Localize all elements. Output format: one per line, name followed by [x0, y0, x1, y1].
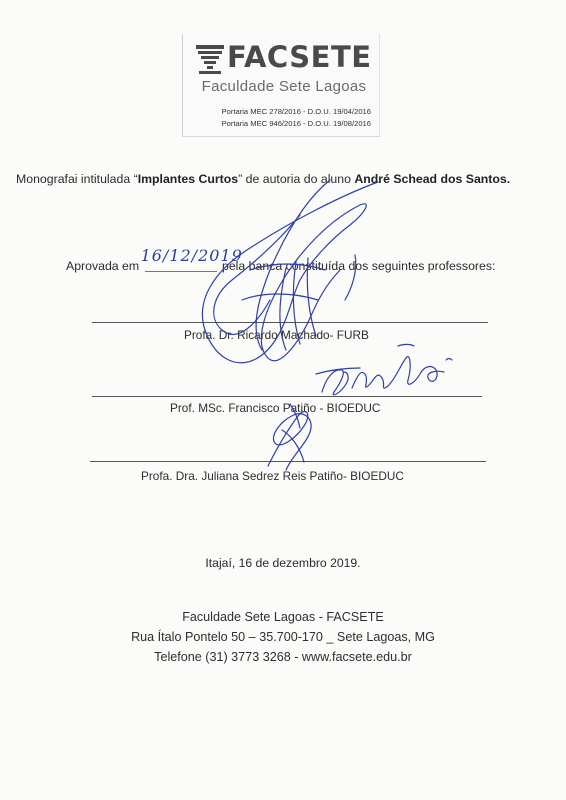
signature-line-1	[92, 322, 488, 323]
handwritten-date: 16/12/2019	[140, 246, 243, 265]
professor-name-1: Profa. Dr. Ricardo Machado- FURB	[184, 328, 369, 342]
portaria-line-2: Portaria MEC 946/2016 - D.O.U. 19/08/2016	[221, 119, 371, 128]
professor-name-3: Profa. Dra. Juliana Sedrez Reis Patiño- BIOEDUC	[141, 469, 404, 483]
author-name: André Schead dos Santos.	[354, 172, 511, 186]
monografia-mid: ” de autoria do aluno	[238, 172, 355, 186]
footer-institution: Faculdade Sete Lagoas - FACSETE	[182, 610, 384, 624]
signature-line-3	[90, 461, 486, 462]
approval-prefix: Aprovada em	[66, 259, 140, 273]
portaria-line-1: Portaria MEC 278/2016 - D.O.U. 19/04/2016	[221, 107, 371, 116]
signature-2	[322, 370, 348, 395]
facsete-letterhead	[182, 34, 380, 137]
footer-address: Rua Ítalo Pontelo 50 – 35.700-170 _ Sete Lagoas, MG	[131, 630, 435, 644]
approval-date-field	[140, 246, 243, 272]
monografia-prefix: Monografai intitulada “	[16, 172, 138, 186]
signature-line-2	[92, 396, 482, 397]
logo-subtitle: Faculdade Sete Lagoas	[201, 78, 367, 95]
footer-contact: Telefone (31) 3773 3268 - www.facsete.edu.br	[154, 650, 412, 664]
facsete-logo-icon	[196, 45, 224, 75]
monografia-statement	[16, 172, 510, 186]
place-date: Itajaí, 16 de dezembro 2019.	[205, 556, 361, 570]
logo-name: FACSETE	[227, 40, 372, 74]
professor-name-2: Prof. MSc. Francisco Patiño - BIOEDUC	[170, 401, 381, 415]
approval-statement	[66, 246, 496, 273]
monografia-title: Implantes Curtos	[137, 172, 239, 186]
approval-suffix: pela banca constituída dos seguintes professores:	[221, 259, 496, 273]
